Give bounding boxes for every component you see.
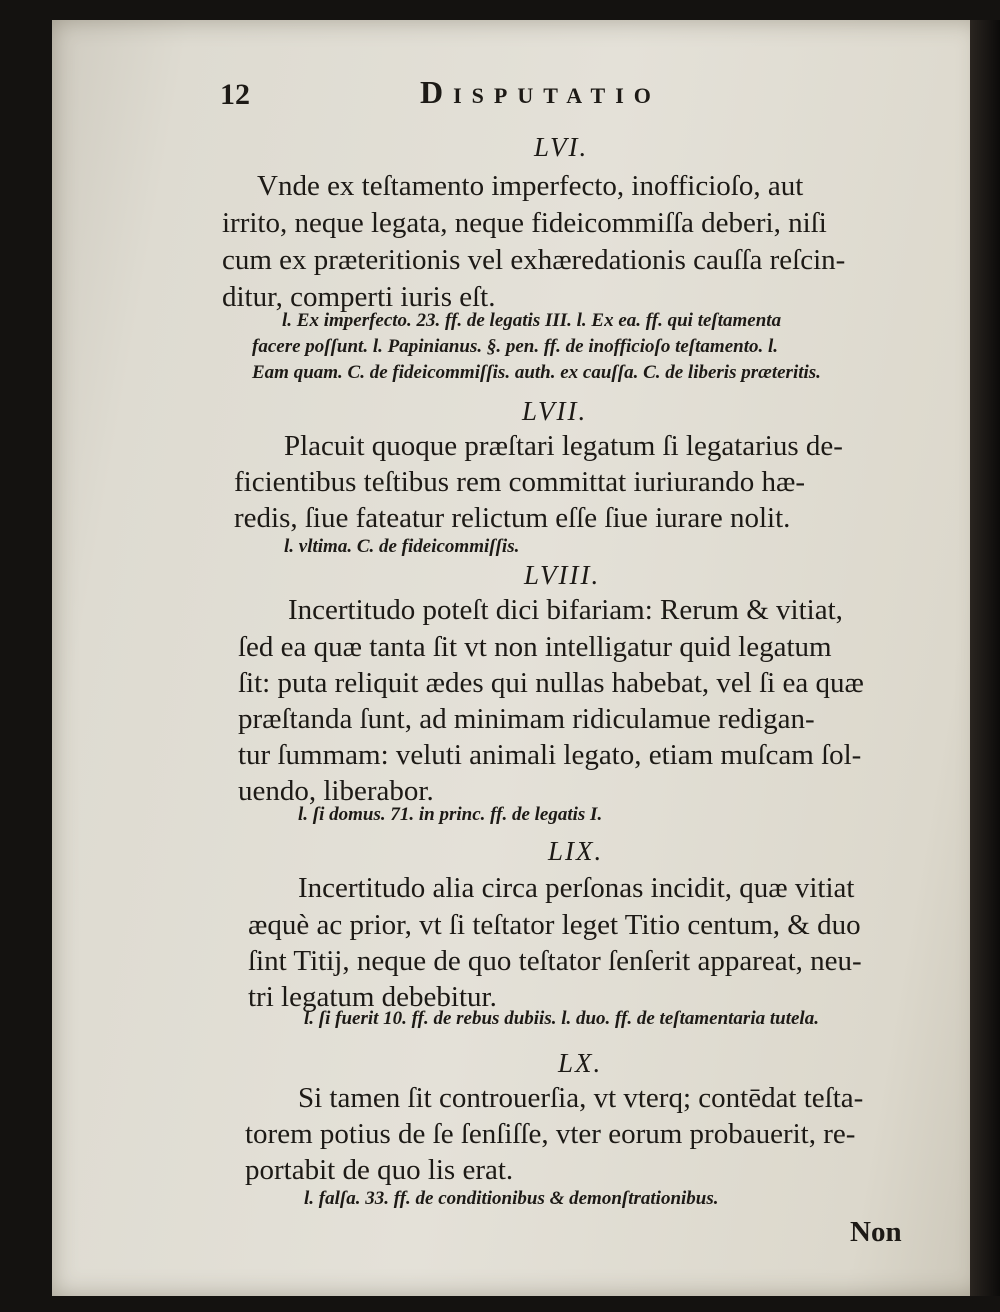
- section-heading: LX.: [558, 1048, 603, 1078]
- body-line: Placuit quoque præſtari legatum ſi legatarius de-: [284, 430, 843, 462]
- citation-line: l. ſi domus. 71. in princ. ff. de legatis I.: [298, 804, 603, 825]
- body-line: portabit de quo lis erat.: [245, 1154, 514, 1186]
- body-line: torem potius de ſe ſenſiſſe, vter eorum probauerit, re-: [245, 1118, 856, 1150]
- body-line: præſtanda ſunt, ad minimam ridiculamue redigan-: [238, 703, 815, 735]
- body-line: Incertitudo poteſt dici bifariam: Rerum & vitiat,: [288, 594, 843, 626]
- section-heading: LVIII.: [524, 560, 601, 590]
- body-line: Incertitudo alia circa perſonas incidit, quæ vitiat: [298, 872, 855, 904]
- body-line: uendo, liberabor.: [238, 775, 434, 807]
- running-head: Disputatio: [420, 74, 661, 110]
- citation-line: l. falſa. 33. ff. de conditionibus & demonſtrationibus.: [304, 1188, 719, 1209]
- citation-line: facere poſſunt. l. Papinianus. §. pen. ff. de inofficioſo teſtamento. l.: [252, 336, 778, 357]
- folio-number: 12: [220, 78, 250, 111]
- section-heading: LIX.: [548, 836, 604, 866]
- body-line: tri legatum debebitur.: [248, 981, 497, 1013]
- citation-line: l. Ex imperfecto. 23. ff. de legatis III. l. Ex ea. ff. qui teſtamenta: [282, 310, 782, 331]
- citation-line: Eam quam. C. de fideicommiſſis. auth. ex cauſſa. C. de liberis præteritis.: [252, 362, 821, 383]
- body-line: irrito, neque legata, neque fideicommiſſa deberi, niſi: [222, 207, 827, 239]
- citation-line: l. vltima. C. de fideicommiſſis.: [284, 536, 520, 557]
- body-line: Si tamen ſit controuerſia, vt vterq; contēdat teſta-: [298, 1082, 864, 1114]
- body-line: ficientibus teſtibus rem committat iuriurando hæ-: [234, 466, 806, 498]
- body-line: tur ſummam: veluti animali legato, etiam muſcam ſol-: [238, 739, 862, 771]
- body-line: ditur, comperti iuris eſt.: [222, 281, 496, 313]
- catchword: Non: [850, 1216, 902, 1248]
- body-line: cum ex præteritionis vel exhæredationis cauſſa reſcin-: [222, 244, 846, 276]
- citation-line: l. ſi fuerit 10. ff. de rebus dubiis. l. duo. ff. de teſtamentaria tutela.: [304, 1008, 819, 1029]
- body-line: ſed ea quæ tanta ſit vt non intelligatur quid legatum: [238, 631, 832, 663]
- section-heading: LVI.: [534, 132, 589, 162]
- body-line: Vnde ex teſtamento imperfecto, inofficioſo, aut: [257, 170, 804, 202]
- book-page: [52, 20, 982, 1296]
- body-line: æquè ac prior, vt ſi teſtator leget Titio centum, & duo: [248, 909, 861, 941]
- body-line: ſit: puta reliquit ædes qui nullas habebat, vel ſi ea quæ: [238, 667, 864, 699]
- body-line: redis, ſiue fateatur relictum eſſe ſiue iurare nolit.: [234, 502, 791, 534]
- book-gutter: [970, 20, 1000, 1296]
- section-heading: LVII.: [522, 396, 588, 426]
- body-line: ſint Titij, neque de quo teſtator ſenſerit appareat, neu-: [248, 945, 862, 977]
